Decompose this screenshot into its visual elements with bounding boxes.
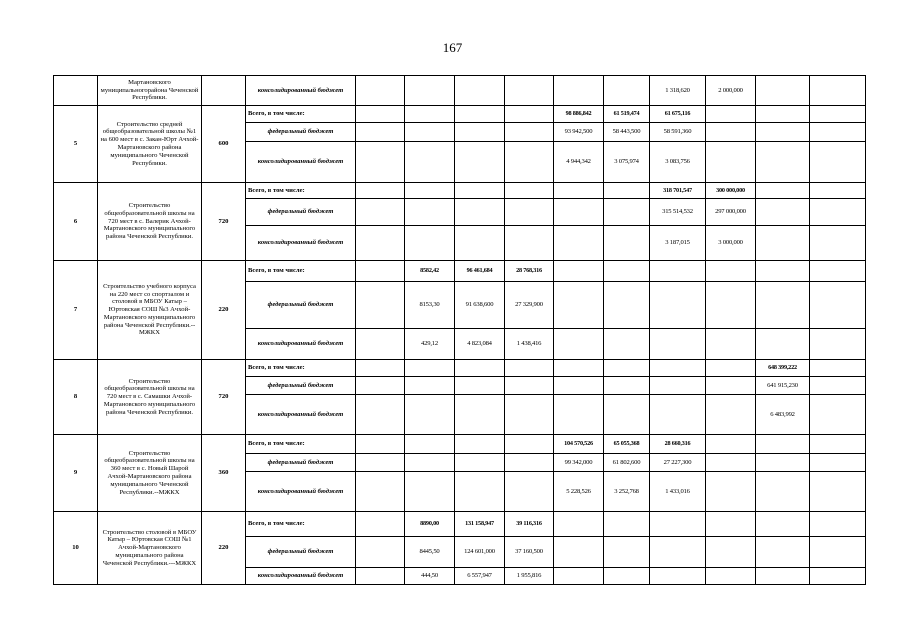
- value-cell: [706, 472, 756, 512]
- value-cell: [356, 377, 405, 395]
- value-cell: 6 483,992: [756, 395, 810, 435]
- row-number: 10: [54, 512, 98, 585]
- value-cell: [356, 123, 405, 142]
- value-cell: 8445,50: [405, 537, 455, 568]
- value-cell: 4 944,342: [554, 142, 604, 183]
- value-cell: [756, 282, 810, 329]
- value-cell: [810, 568, 866, 585]
- value-cell: [604, 377, 650, 395]
- value-cell: [554, 329, 604, 360]
- value-cell: [405, 123, 455, 142]
- value-cell: [604, 183, 650, 199]
- value-cell: [455, 123, 505, 142]
- value-cell: [554, 183, 604, 199]
- value-cell: 98 886,842: [554, 106, 604, 123]
- value-cell: 8582,42: [405, 261, 455, 282]
- value-cell: [706, 377, 756, 395]
- value-cell: [505, 142, 554, 183]
- value-cell: [405, 142, 455, 183]
- row-number: 9: [54, 435, 98, 512]
- value-cell: [356, 106, 405, 123]
- value-cell: [405, 454, 455, 472]
- value-cell: [405, 395, 455, 435]
- capacity-cell: 360: [202, 435, 246, 512]
- value-cell: 28 768,316: [505, 261, 554, 282]
- value-cell: [756, 472, 810, 512]
- capacity-cell: 600: [202, 106, 246, 183]
- value-cell: [356, 183, 405, 199]
- value-cell: [554, 226, 604, 261]
- value-cell: [810, 261, 866, 282]
- funding-source-label: консолидированный бюджет: [246, 472, 356, 512]
- value-cell: [554, 199, 604, 226]
- value-cell: [554, 76, 604, 106]
- value-cell: 300 000,000: [706, 183, 756, 199]
- value-cell: 93 942,500: [554, 123, 604, 142]
- value-cell: 315 514,532: [650, 199, 706, 226]
- project-name: Мартановского муниципальногорайона Чеченской Республики.: [98, 76, 202, 106]
- value-cell: [706, 261, 756, 282]
- value-cell: [356, 568, 405, 585]
- value-cell: [810, 183, 866, 199]
- value-cell: 65 055,368: [604, 435, 650, 454]
- value-cell: [650, 512, 706, 537]
- value-cell: [356, 226, 405, 261]
- value-cell: [706, 512, 756, 537]
- value-cell: [756, 199, 810, 226]
- value-cell: 6 557,947: [455, 568, 505, 585]
- table-row: [54, 76, 866, 106]
- value-cell: [756, 142, 810, 183]
- funding-source-label: Всего, в том числе:: [246, 360, 356, 377]
- page-number: 167: [442, 40, 463, 55]
- funding-source-label: консолидированный бюджет: [246, 568, 356, 585]
- row-number: 8: [54, 360, 98, 435]
- value-cell: [706, 537, 756, 568]
- row-number: 6: [54, 183, 98, 261]
- value-cell: [810, 199, 866, 226]
- table-row: [54, 360, 866, 377]
- funding-source-label: консолидированный бюджет: [246, 329, 356, 360]
- value-cell: [650, 360, 706, 377]
- value-cell: [455, 106, 505, 123]
- value-cell: 37 160,500: [505, 537, 554, 568]
- capacity-cell: 720: [202, 183, 246, 261]
- value-cell: [405, 472, 455, 512]
- funding-source-label: консолидированный бюджет: [246, 226, 356, 261]
- value-cell: [356, 329, 405, 360]
- value-cell: 4 823,084: [455, 329, 505, 360]
- value-cell: [554, 282, 604, 329]
- table-row: [54, 512, 866, 537]
- value-cell: [650, 329, 706, 360]
- value-cell: [650, 568, 706, 585]
- value-cell: [356, 537, 405, 568]
- value-cell: 3 252,768: [604, 472, 650, 512]
- value-cell: 648 399,222: [756, 360, 810, 377]
- value-cell: 27 227,300: [650, 454, 706, 472]
- value-cell: [810, 537, 866, 568]
- value-cell: [706, 395, 756, 435]
- value-cell: [554, 377, 604, 395]
- value-cell: [650, 537, 706, 568]
- value-cell: [505, 76, 554, 106]
- value-cell: [706, 568, 756, 585]
- value-cell: [356, 282, 405, 329]
- value-cell: [356, 76, 405, 106]
- funding-source-label: Всего, в том числе:: [246, 183, 356, 199]
- value-cell: 28 660,316: [650, 435, 706, 454]
- value-cell: 61 802,600: [604, 454, 650, 472]
- value-cell: [650, 282, 706, 329]
- value-cell: 297 000,000: [706, 199, 756, 226]
- value-cell: [810, 472, 866, 512]
- value-cell: [706, 106, 756, 123]
- value-cell: [356, 142, 405, 183]
- value-cell: [405, 435, 455, 454]
- value-cell: [455, 377, 505, 395]
- value-cell: 3 075,974: [604, 142, 650, 183]
- value-cell: [455, 226, 505, 261]
- value-cell: [756, 123, 810, 142]
- value-cell: [554, 568, 604, 585]
- value-cell: [505, 472, 554, 512]
- project-name: Строительство общеобразовательной школы на 360 мест в с. Новый Шарой Ачхой-Мартановского района муниципального Чеченской Республики.--МЖКХ: [98, 435, 202, 512]
- funding-source-label: федеральный бюджет: [246, 537, 356, 568]
- value-cell: 1 955,816: [505, 568, 554, 585]
- row-number: 7: [54, 261, 98, 360]
- value-cell: [405, 377, 455, 395]
- value-cell: [756, 183, 810, 199]
- value-cell: [810, 360, 866, 377]
- table-row: [54, 261, 866, 282]
- value-cell: [554, 537, 604, 568]
- table-body: [54, 76, 866, 585]
- value-cell: [604, 360, 650, 377]
- value-cell: [405, 226, 455, 261]
- value-cell: 58 591,360: [650, 123, 706, 142]
- value-cell: [505, 183, 554, 199]
- value-cell: 3 187,015: [650, 226, 706, 261]
- value-cell: [455, 395, 505, 435]
- value-cell: [505, 454, 554, 472]
- value-cell: [356, 435, 405, 454]
- value-cell: [706, 454, 756, 472]
- value-cell: [650, 261, 706, 282]
- value-cell: [756, 512, 810, 537]
- budget-table: [53, 75, 866, 585]
- funding-source-label: Всего, в том числе:: [246, 261, 356, 282]
- value-cell: [810, 512, 866, 537]
- value-cell: 104 570,526: [554, 435, 604, 454]
- value-cell: [405, 183, 455, 199]
- capacity-cell: 720: [202, 360, 246, 435]
- value-cell: [756, 261, 810, 282]
- project-name: Строительство учебного корпуса на 220 мест со спортзалом и столовой в МБОУ Катыр – Юртовская СОШ №3 Ачхой-Мартановского муниципального района Чеченской Республики.--МЖКХ: [98, 261, 202, 360]
- value-cell: [455, 183, 505, 199]
- value-cell: 96 461,684: [455, 261, 505, 282]
- value-cell: 1 318,620: [650, 76, 706, 106]
- value-cell: 58 443,500: [604, 123, 650, 142]
- funding-source-label: федеральный бюджет: [246, 282, 356, 329]
- value-cell: [455, 454, 505, 472]
- value-cell: [756, 76, 810, 106]
- value-cell: [756, 226, 810, 261]
- funding-source-label: Всего, в том числе:: [246, 435, 356, 454]
- value-cell: [810, 435, 866, 454]
- capacity-cell: [202, 76, 246, 106]
- value-cell: 3 000,000: [706, 226, 756, 261]
- value-cell: [505, 377, 554, 395]
- value-cell: [455, 199, 505, 226]
- project-name: Строительство общеобразовательной школы на 720 мест в с. Валерик Ачхой-Мартановского муниципального района Чеченской Республики.: [98, 183, 202, 261]
- value-cell: [604, 329, 650, 360]
- value-cell: [505, 360, 554, 377]
- value-cell: [405, 106, 455, 123]
- value-cell: [604, 282, 650, 329]
- value-cell: [405, 199, 455, 226]
- funding-source-label: Всего, в том числе:: [246, 106, 356, 123]
- value-cell: [604, 261, 650, 282]
- project-name: Строительство средней общеобразовательной школы №1 на 600 мест в с. Закан-Юрт Ачхой-Мартановского района муниципального Чеченской Республики.: [98, 106, 202, 183]
- value-cell: [706, 329, 756, 360]
- value-cell: [604, 226, 650, 261]
- value-cell: [455, 76, 505, 106]
- value-cell: [356, 454, 405, 472]
- value-cell: 27 329,900: [505, 282, 554, 329]
- table-row: [54, 435, 866, 454]
- value-cell: [706, 282, 756, 329]
- value-cell: [810, 106, 866, 123]
- funding-source-label: федеральный бюджет: [246, 199, 356, 226]
- value-cell: [756, 435, 810, 454]
- value-cell: [356, 395, 405, 435]
- table-row: [54, 183, 866, 199]
- value-cell: [405, 76, 455, 106]
- funding-source-label: федеральный бюджет: [246, 123, 356, 142]
- value-cell: [554, 360, 604, 377]
- value-cell: 641 915,230: [756, 377, 810, 395]
- value-cell: [650, 395, 706, 435]
- value-cell: 1 433,016: [650, 472, 706, 512]
- value-cell: [810, 142, 866, 183]
- value-cell: 131 158,947: [455, 512, 505, 537]
- value-cell: [455, 142, 505, 183]
- value-cell: [554, 395, 604, 435]
- value-cell: [810, 226, 866, 261]
- value-cell: [810, 123, 866, 142]
- table-row: [54, 106, 866, 123]
- value-cell: [756, 454, 810, 472]
- value-cell: 2 000,000: [706, 76, 756, 106]
- value-cell: [604, 512, 650, 537]
- project-name: Строительство столовой в МБОУ Катыр – Юртовская СОШ №1 Ачхой-Мартановского муниципального района Чеченской Республики.---МЖКХ: [98, 512, 202, 585]
- value-cell: [505, 395, 554, 435]
- row-number: [54, 76, 98, 106]
- value-cell: [756, 106, 810, 123]
- value-cell: [604, 76, 650, 106]
- value-cell: [356, 199, 405, 226]
- value-cell: 8890,00: [405, 512, 455, 537]
- value-cell: 39 116,316: [505, 512, 554, 537]
- value-cell: 318 701,547: [650, 183, 706, 199]
- funding-source-label: федеральный бюджет: [246, 454, 356, 472]
- value-cell: 61 675,116: [650, 106, 706, 123]
- value-cell: [810, 377, 866, 395]
- funding-source-label: Всего, в том числе:: [246, 512, 356, 537]
- value-cell: 91 638,600: [455, 282, 505, 329]
- value-cell: [604, 568, 650, 585]
- value-cell: [604, 537, 650, 568]
- row-number: 5: [54, 106, 98, 183]
- funding-source-label: консолидированный бюджет: [246, 142, 356, 183]
- value-cell: [455, 472, 505, 512]
- value-cell: 5 228,526: [554, 472, 604, 512]
- value-cell: [810, 395, 866, 435]
- value-cell: [505, 106, 554, 123]
- value-cell: [554, 512, 604, 537]
- value-cell: [756, 329, 810, 360]
- value-cell: [455, 360, 505, 377]
- value-cell: [405, 360, 455, 377]
- value-cell: [650, 377, 706, 395]
- value-cell: [554, 261, 604, 282]
- value-cell: [356, 360, 405, 377]
- value-cell: [505, 435, 554, 454]
- funding-source-label: консолидированный бюджет: [246, 76, 356, 106]
- value-cell: [505, 226, 554, 261]
- value-cell: [356, 261, 405, 282]
- value-cell: [505, 199, 554, 226]
- value-cell: 99 342,000: [554, 454, 604, 472]
- value-cell: [756, 537, 810, 568]
- value-cell: [706, 123, 756, 142]
- value-cell: 444,50: [405, 568, 455, 585]
- value-cell: [756, 568, 810, 585]
- value-cell: 429,12: [405, 329, 455, 360]
- value-cell: [810, 454, 866, 472]
- value-cell: [706, 360, 756, 377]
- value-cell: [706, 435, 756, 454]
- value-cell: [356, 472, 405, 512]
- funding-source-label: консолидированный бюджет: [246, 395, 356, 435]
- project-name: Строительство общеобразовательной школы на 720 мест в с. Самашки Ачхой-Мартановского муниципального района Чеченской Республики.: [98, 360, 202, 435]
- funding-source-label: федеральный бюджет: [246, 377, 356, 395]
- value-cell: 124 601,000: [455, 537, 505, 568]
- value-cell: [356, 512, 405, 537]
- value-cell: [810, 282, 866, 329]
- value-cell: 1 438,416: [505, 329, 554, 360]
- value-cell: [604, 395, 650, 435]
- value-cell: [604, 199, 650, 226]
- value-cell: [810, 329, 866, 360]
- value-cell: [706, 142, 756, 183]
- value-cell: [455, 435, 505, 454]
- value-cell: 61 519,474: [604, 106, 650, 123]
- value-cell: 3 083,756: [650, 142, 706, 183]
- value-cell: 8153,30: [405, 282, 455, 329]
- value-cell: [505, 123, 554, 142]
- capacity-cell: 220: [202, 512, 246, 585]
- capacity-cell: 220: [202, 261, 246, 360]
- value-cell: [810, 76, 866, 106]
